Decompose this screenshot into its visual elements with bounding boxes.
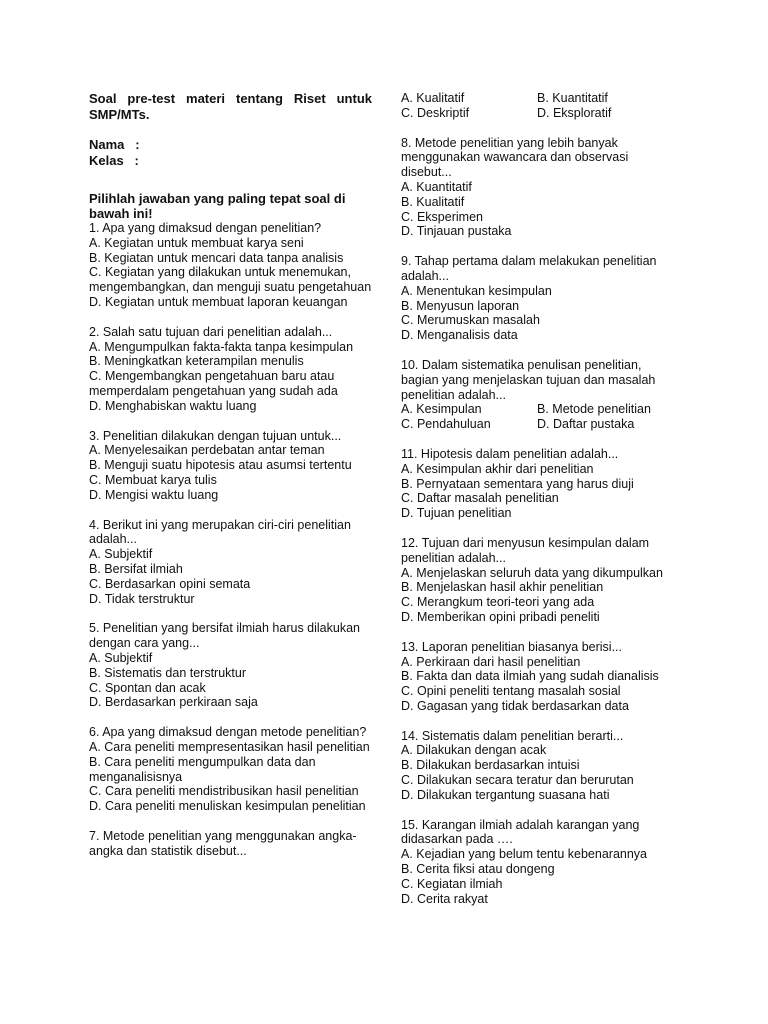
option-c: C. Opini peneliti tentang masalah sosial [401, 684, 621, 699]
option-d: D. Memberikan opini pribadi peneliti [401, 609, 600, 624]
option-a: A. Dilakukan dengan acak [401, 743, 547, 758]
option-d: D. Eksploratif [537, 105, 612, 120]
option-c: C. Mengembangkan pengetahuan baru atau memperdalam pengetahuan yang sudah ada [89, 369, 338, 398]
option-b: B. Kualitatif [401, 194, 465, 209]
option-a: A. Perkiraan dari hasil penelitian [401, 654, 581, 669]
right-column [401, 91, 669, 921]
kelas-label: Kelas : [89, 153, 139, 168]
option-d: D. Tidak terstruktur [89, 591, 195, 606]
option-c: C. Deskriptif [401, 105, 470, 120]
option-b: B. Cerita fiksi atau dongeng [401, 862, 555, 877]
option-d: D. Cerita rakyat [401, 891, 488, 906]
option-c: C. Merumuskan masalah [401, 313, 540, 328]
option-a: A. Mengumpulkan fakta-fakta tanpa kesimpulan [89, 339, 354, 354]
question-text: 6. Apa yang dimaksud dengan metode penelitian? [89, 725, 367, 740]
option-d: D. Cara peneliti menuliskan kesimpulan penelitian [89, 799, 366, 814]
option-b: B. Bersifat ilmiah [89, 561, 183, 576]
question-text: 7. Metode penelitian yang menggunakan angka-angka dan statistik disebut... [89, 828, 357, 858]
option-a: A. Menjelaskan seluruh data yang dikumpulkan [401, 565, 663, 580]
question-11 [401, 447, 669, 521]
identity-block [89, 137, 372, 169]
option-a: A. Kesimpulan akhir dari penelitian [401, 461, 594, 476]
question-text: 9. Tahap pertama dalam melakukan penelitian adalah... [401, 254, 657, 283]
option-d: D. Dilakukan tergantung suasana hati [401, 787, 610, 802]
option-a: A. Kuantitatif [401, 179, 472, 194]
option-grid [401, 402, 669, 432]
question-text: 3. Penelitian dilakukan dengan tujuan untuk... [89, 428, 342, 443]
question-7 [89, 829, 372, 859]
question-text: 1. Apa yang dimaksud dengan penelitian? [89, 221, 322, 235]
option-c: C. Dilakukan secara teratur dan berurutan [401, 773, 634, 788]
option-b: B. Menyusun laporan [401, 298, 520, 313]
instruction: Pilihlah jawaban yang paling tepat soal di bawah ini! [89, 191, 346, 221]
question-text: 13. Laporan penelitian biasanya berisi... [401, 639, 622, 654]
question-text: 8. Metode penelitian yang lebih banyak menggunakan wawancara dan observasi disebut... [401, 135, 629, 180]
question-2 [89, 325, 372, 414]
option-b: B. Menjelaskan hasil akhir penelitian [401, 580, 604, 595]
question-5 [89, 621, 372, 710]
option-a: A. Kegiatan untuk membuat karya seni [89, 235, 304, 250]
question-3 [89, 429, 372, 503]
question-text: 10. Dalam sistematika penulisan penelitian, bagian yang menjelaskan tujuan dan masalah penelitian adalah... [401, 357, 656, 402]
left-column [89, 91, 372, 873]
option-d: D. Mengisi waktu luang [89, 487, 219, 502]
option-b: B. Menguji suatu hipotesis atau asumsi tertentu [89, 458, 352, 473]
option-d: D. Tujuan penelitian [401, 506, 512, 521]
question-12 [401, 536, 669, 625]
option-a: A. Menentukan kesimpulan [401, 283, 552, 298]
option-b: B. Kuantitatif [537, 91, 608, 105]
nama-label: Nama : [89, 137, 140, 152]
question-15 [401, 818, 669, 907]
question-text: 5. Penelitian yang bersifat ilmiah harus dilakukan dengan cara yang... [89, 621, 360, 651]
question-6 [89, 725, 372, 814]
option-a: A. Kualitatif [401, 91, 465, 105]
option-b: B. Meningkatkan keterampilan menulis [89, 354, 304, 369]
page-title: Soal pre-test materi tentang Riset untuk SMP/MTs. [89, 91, 372, 122]
option-b: B. Sistematis dan terstruktur [89, 665, 247, 680]
question-text: 12. Tujuan dari menyusun kesimpulan dalam penelitian adalah... [401, 535, 650, 565]
question-7-options [401, 91, 669, 121]
option-d: D. Berdasarkan perkiraan saja [89, 695, 258, 710]
option-d: D. Menganalisis data [401, 328, 518, 343]
option-c: C. Eksperimen [401, 209, 483, 224]
option-d: D. Menghabiskan waktu luang [89, 398, 257, 413]
option-a: A. Subjektif [89, 547, 153, 562]
question-text: 11. Hipotesis dalam penelitian adalah... [401, 446, 619, 461]
question-4 [89, 518, 372, 607]
option-b: B. Pernyataan sementara yang harus diuji [401, 476, 634, 491]
question-text: 15. Karangan ilmiah adalah karangan yang didasarkan pada …. [401, 817, 640, 847]
option-d: D. Tinjauan pustaka [401, 224, 512, 239]
option-c: C. Daftar masalah penelitian [401, 491, 559, 506]
option-a: A. Kesimpulan [401, 402, 482, 417]
option-a: A. Subjektif [89, 650, 153, 665]
option-c: C. Spontan dan acak [89, 680, 206, 695]
option-grid [401, 91, 669, 121]
question-1 [89, 221, 372, 310]
option-b: B. Dilakukan berdasarkan intuisi [401, 758, 580, 773]
question-13 [401, 640, 669, 714]
option-c: C. Pendahuluan [401, 417, 491, 432]
question-text: 2. Salah satu tujuan dari penelitian adalah... [89, 324, 333, 339]
option-c: C. Berdasarkan opini semata [89, 576, 251, 591]
option-c: C. Merangkum teori-teori yang ada [401, 595, 595, 610]
option-b: B. Metode penelitian [537, 402, 651, 417]
option-c: C. Membuat karya tulis [89, 472, 217, 487]
option-b: B. Kegiatan untuk mencari data tanpa analisis [89, 250, 344, 265]
option-a: A. Cara peneliti mempresentasikan hasil penelitian [89, 739, 370, 754]
option-c: C. Cara peneliti mendistribusikan hasil penelitian [89, 784, 359, 799]
option-d: D. Daftar pustaka [537, 417, 635, 432]
question-text: 14. Sistematis dalam penelitian berarti... [401, 728, 624, 743]
question-8 [401, 136, 669, 240]
question-9 [401, 254, 669, 343]
question-text: 4. Berikut ini yang merupakan ciri-ciri penelitian adalah... [89, 517, 351, 547]
option-a: A. Kejadian yang belum tentu kebenarannya [401, 847, 648, 862]
question-14 [401, 729, 669, 803]
question-10 [401, 358, 669, 432]
option-b: B. Cara peneliti mengumpulkan data dan menganalisisnya [89, 754, 316, 784]
option-b: B. Fakta dan data ilmiah yang sudah dianalisis [401, 669, 659, 684]
option-d: D. Gagasan yang tidak berdasarkan data [401, 698, 629, 713]
option-c: C. Kegiatan yang dilakukan untuk menemukan, mengembangkan, dan menguji suatu pengetahuan [89, 265, 372, 295]
option-c: C. Kegiatan ilmiah [401, 876, 503, 891]
option-a: A. Menyelesaikan perdebatan antar teman [89, 443, 325, 458]
option-d: D. Kegiatan untuk membuat laporan keuangan [89, 294, 348, 309]
